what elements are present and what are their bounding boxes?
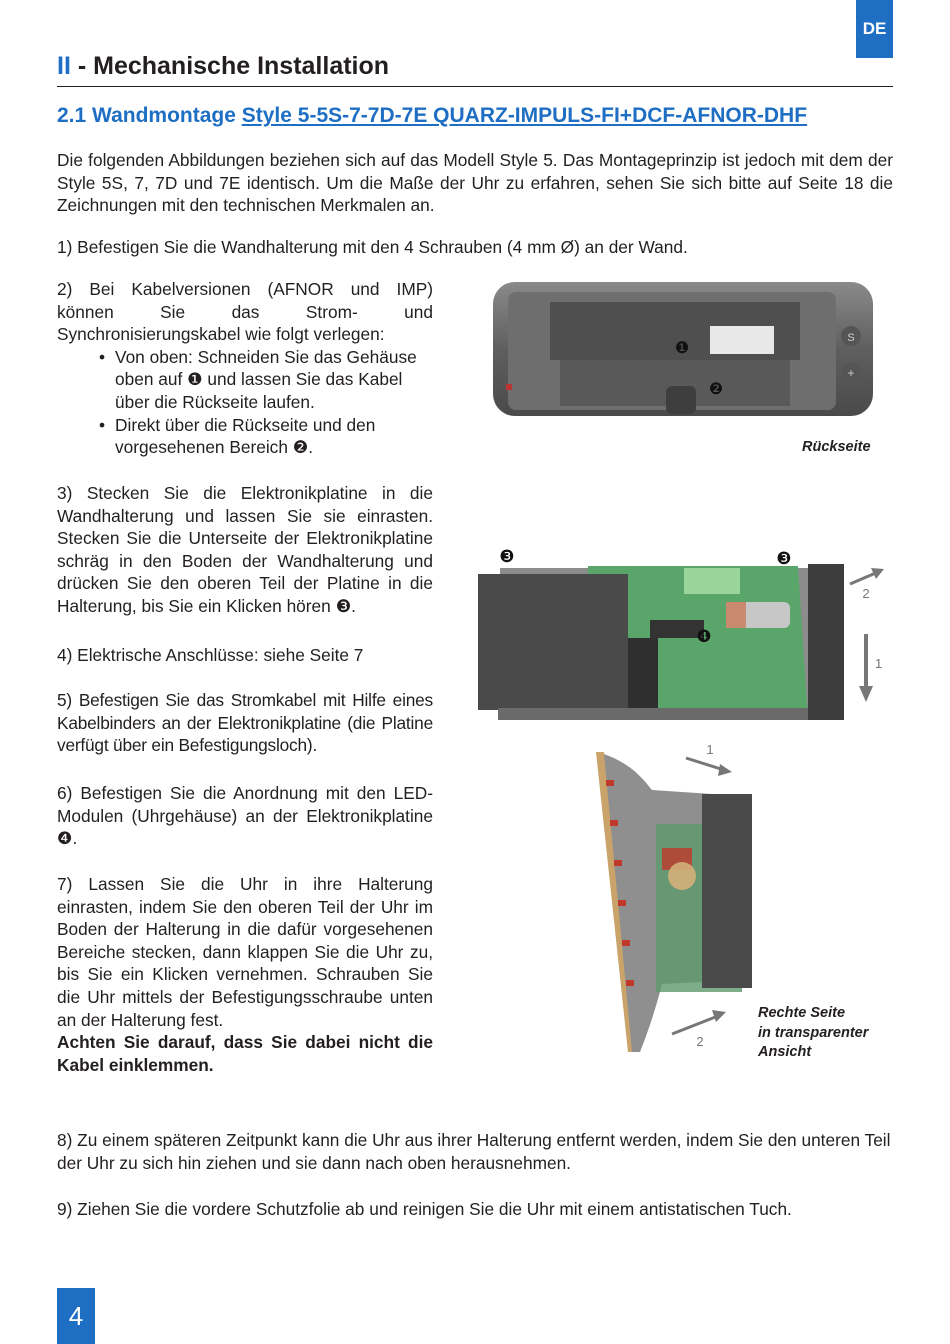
marker-3-left: ❸ [499,547,515,567]
chapter-number: II [57,52,71,80]
step-7-text: 7) Lassen Sie die Uhr in ihre Halterung einrasten, indem Sie den oberen Teil der Uhr im Boden der Halterung in die dafür vorgesehenen Bereiche stecken, dann klappen Sie die Uhr zu, bis Sie ein Klicken vernehmen. Schrauben Sie die Uhr mittels der Befestigungsschraube unten an der Halterung fest. [57,874,433,1030]
side-arrow-label-1: 1 [706,742,714,757]
bracket-bottom [498,708,838,720]
side-view-figure [592,740,762,1060]
step-2-bullet-2: • Direkt über die Rückseite und den vorgesehenen Bereich ❷. [57,414,433,459]
section-model-link[interactable]: Style 5-5S-7-7D-7E QUARZ-IMPULS-FI+DCF-AFNOR-DHF [241,104,808,127]
side-arrow-2-shaft [672,1016,718,1034]
side-arrow-1-head [718,764,732,776]
marker-3-right: ❸ [776,549,792,569]
arrow-label-2: 2 [862,586,870,601]
step-1: 1) Befestigen Sie die Wandhalterung mit den 4 Schrauben (4 mm Ø) an der Wand. [57,237,688,257]
section-prefix: 2.1 Wandmontage [57,104,242,127]
capacitor-band [726,602,746,628]
side-caption-line-3: Ansicht [758,1044,812,1060]
heading-rule [57,86,893,87]
side-caption-line-2: in transparenter [758,1024,869,1041]
section-heading [57,104,807,128]
chapter-heading [57,52,389,81]
step-3: 3) Stecken Sie die Elektronikplatine in die Wandhalterung und lassen Sie sie einrasten. Stecken Sie die Unterseite der Elektronikplatine schräg in den Boden der Wandhalterung und drücken Sie den oberen Teil der Platine in die Halterung, bis Sie ein Klicken hören ❸. [57,483,433,616]
step-4: 4) Elektrische Anschlüsse: siehe Seite 7 [57,645,364,665]
cable-connector [628,638,658,708]
intro-paragraph: Die folgenden Abbildungen beziehen sich auf das Modell Style 5. Das Montageprinzip ist jedoch mit dem der Style 5S, 7, 7D und 7E identisch. Um die Maße der Uhr zu erfahren, sehen Sie sich bitte auf Seite 18 die Zeichnungen mit den technischen Merkmalen an. [57,150,893,216]
component-round [668,862,696,890]
side-arrow-2-head [712,1010,726,1022]
marker-4: ❹ [696,627,712,647]
side-arrow-1-shaft [686,758,724,770]
side-caption-line-1: Rechte Seite [758,1005,846,1021]
set-button-label: S [847,332,855,344]
mount-foot [666,386,696,414]
step-2-intro: 2) Bei Kabelversionen (AFNOR und IMP) können Sie das Strom- und Synchronisierungskabel wie folgt verlegen: [57,279,433,345]
chapter-title: - Mechanische Installation [70,52,390,80]
transformer-block [478,574,628,710]
step-8: 8) Zu einem späteren Zeitpunkt kann die Uhr aus ihrer Halterung entfernt werden, indem Sie den unteren Teil der Uhr zu sich hin ziehen und sie dann nach oben herausnehmen. [57,1130,891,1173]
back-view-figure [490,280,876,420]
side-arrow-label-2: 2 [696,1034,704,1049]
marker-2: ❷ [708,379,724,398]
side-view-caption [758,1004,868,1063]
step-2 [57,278,433,459]
bracket-side [808,564,844,720]
step-7-warning: Achten Sie darauf, dass Sie dabei nicht die Kabel einklemmen. [57,1032,433,1075]
back-view-caption: Rückseite [802,439,871,455]
step-2-bullet-1: • Von oben: Schneiden Sie das Gehäuse oben auf ❶ und lassen Sie das Kabel über die Rückseite laufen. [57,346,433,414]
terminal-block [684,568,740,594]
arrow-label-1: 1 [875,656,883,671]
board-figure [478,538,888,760]
step-7 [57,873,433,1076]
step-6: 6) Befestigen Sie die Anordnung mit den LED-Modulen (Uhrgehäuse) an der Elektronikplatine ❹. [57,783,433,849]
type-label-sticker [710,326,774,354]
language-tab[interactable]: DE [856,0,893,58]
step-5: 5) Befestigen Sie das Stromkabel mit Hilfe eines Kabelbinders an der Elektronikplatine (die Platine verfügt über ein Befestigungsloch). [57,690,433,756]
status-led [506,384,512,390]
wall-bracket [702,794,752,988]
step-2-bullets [57,346,433,459]
page-number: 4 [68,1301,84,1331]
arrow-1-head [859,686,873,702]
marker-1: ❶ [674,338,690,357]
plus-button-label: + [847,366,855,380]
step-9: 9) Ziehen Sie die vordere Schutzfolie ab und reinigen Sie die Uhr mit einem antistatischen Tuch. [57,1199,792,1219]
